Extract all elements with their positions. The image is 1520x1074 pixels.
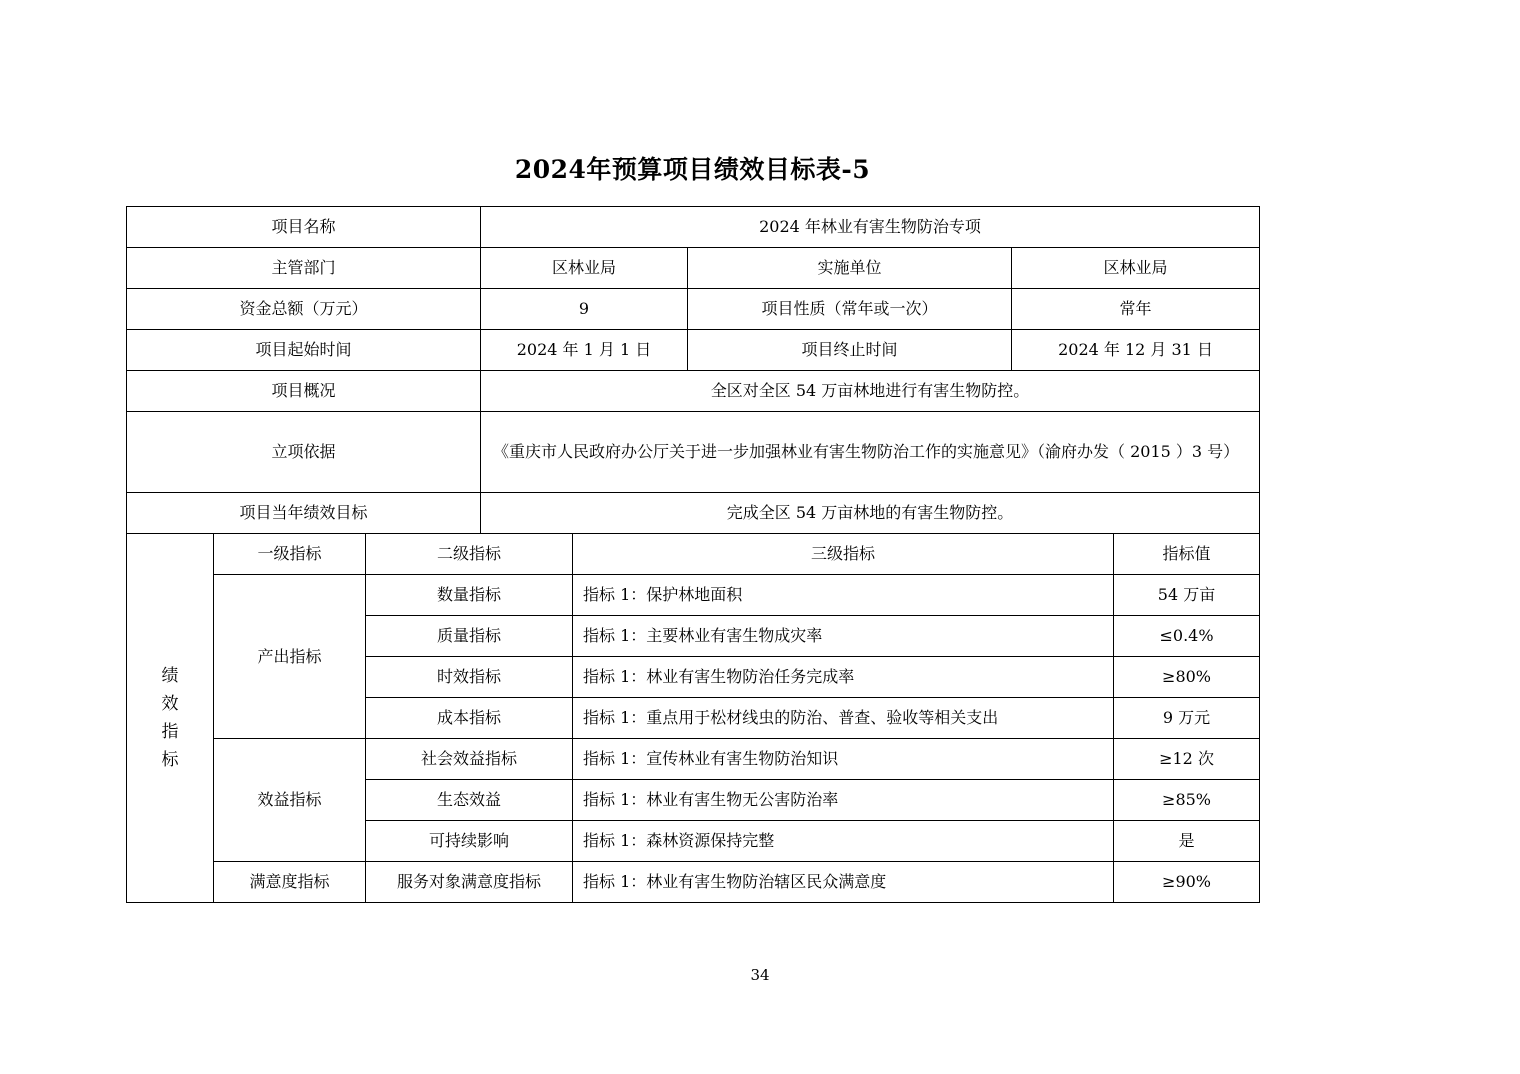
fund-value: 9 (481, 289, 688, 330)
page-number: 34 (750, 966, 770, 984)
level3-cell: 指标 1：林业有害生物防治辖区民众满意度 (573, 862, 1114, 903)
header-value: 指标值 (1114, 534, 1260, 575)
row-basis (127, 412, 1260, 493)
indicator-header-row (127, 534, 1260, 575)
indicator-row (127, 739, 1260, 780)
performance-target-table (126, 206, 1260, 903)
dept-label: 主管部门 (127, 248, 481, 289)
impl-label: 实施单位 (688, 248, 1012, 289)
row-department (127, 248, 1260, 289)
level2-cell: 时效指标 (366, 657, 573, 698)
level2-cell: 成本指标 (366, 698, 573, 739)
project-name-value: 2024 年林业有害生物防治专项 (481, 207, 1260, 248)
level2-cell: 社会效益指标 (366, 739, 573, 780)
indicators-section-label (127, 534, 214, 903)
level3-cell: 指标 1：重点用于松材线虫的防治、普查、验收等相关支出 (573, 698, 1114, 739)
value-cell: ≥12 次 (1114, 739, 1260, 780)
output-indicator-label: 产出指标 (214, 575, 366, 739)
overview-label: 项目概况 (127, 371, 481, 412)
level2-cell: 生态效益 (366, 780, 573, 821)
goal-value: 完成全区 54 万亩林地的有害生物防控。 (481, 493, 1260, 534)
nature-label: 项目性质（常年或一次） (688, 289, 1012, 330)
level3-cell: 指标 1：林业有害生物无公害防治率 (573, 780, 1114, 821)
benefit-indicator-label: 效益指标 (214, 739, 366, 862)
value-cell: 54 万亩 (1114, 575, 1260, 616)
basis-value: 《重庆市人民政府办公厅关于进一步加强林业有害生物防治工作的实施意见》（渝府办发（ 2015 ）3 号） (481, 412, 1260, 493)
nature-value: 常年 (1012, 289, 1260, 330)
page-title: 2024年预算项目绩效目标表-5 (514, 155, 871, 184)
row-goal (127, 493, 1260, 534)
overview-value: 全区对全区 54 万亩林地进行有害生物防控。 (481, 371, 1260, 412)
value-cell: ≤0.4% (1114, 616, 1260, 657)
end-value: 2024 年 12 月 31 日 (1012, 330, 1260, 371)
header-level3: 三级指标 (573, 534, 1114, 575)
end-label: 项目终止时间 (688, 330, 1012, 371)
row-project-name (127, 207, 1260, 248)
satisfaction-indicator-label: 满意度指标 (214, 862, 366, 903)
level2-cell: 可持续影响 (366, 821, 573, 862)
row-overview (127, 371, 1260, 412)
level3-cell: 指标 1：保护林地面积 (573, 575, 1114, 616)
project-name-label: 项目名称 (127, 207, 481, 248)
header-level1: 一级指标 (214, 534, 366, 575)
row-fund (127, 289, 1260, 330)
value-cell: ≥85% (1114, 780, 1260, 821)
goal-label: 项目当年绩效目标 (127, 493, 481, 534)
indicator-row (127, 862, 1260, 903)
level3-cell: 指标 1：宣传林业有害生物防治知识 (573, 739, 1114, 780)
header-level2: 二级指标 (366, 534, 573, 575)
basis-label: 立项依据 (127, 412, 481, 493)
level3-cell: 指标 1：林业有害生物防治任务完成率 (573, 657, 1114, 698)
indicators-section-text: 绩效指标 (161, 666, 179, 770)
impl-value: 区林业局 (1012, 248, 1260, 289)
start-value: 2024 年 1 月 1 日 (481, 330, 688, 371)
indicator-row (127, 575, 1260, 616)
level2-cell: 质量指标 (366, 616, 573, 657)
level2-cell: 服务对象满意度指标 (366, 862, 573, 903)
level3-cell: 指标 1：森林资源保持完整 (573, 821, 1114, 862)
value-cell: 9 万元 (1114, 698, 1260, 739)
value-cell: ≥80% (1114, 657, 1260, 698)
row-dates (127, 330, 1260, 371)
dept-value: 区林业局 (481, 248, 688, 289)
value-cell: 是 (1114, 821, 1260, 862)
value-cell: ≥90% (1114, 862, 1260, 903)
level3-cell: 指标 1：主要林业有害生物成灾率 (573, 616, 1114, 657)
level2-cell: 数量指标 (366, 575, 573, 616)
fund-label: 资金总额（万元） (127, 289, 481, 330)
start-label: 项目起始时间 (127, 330, 481, 371)
